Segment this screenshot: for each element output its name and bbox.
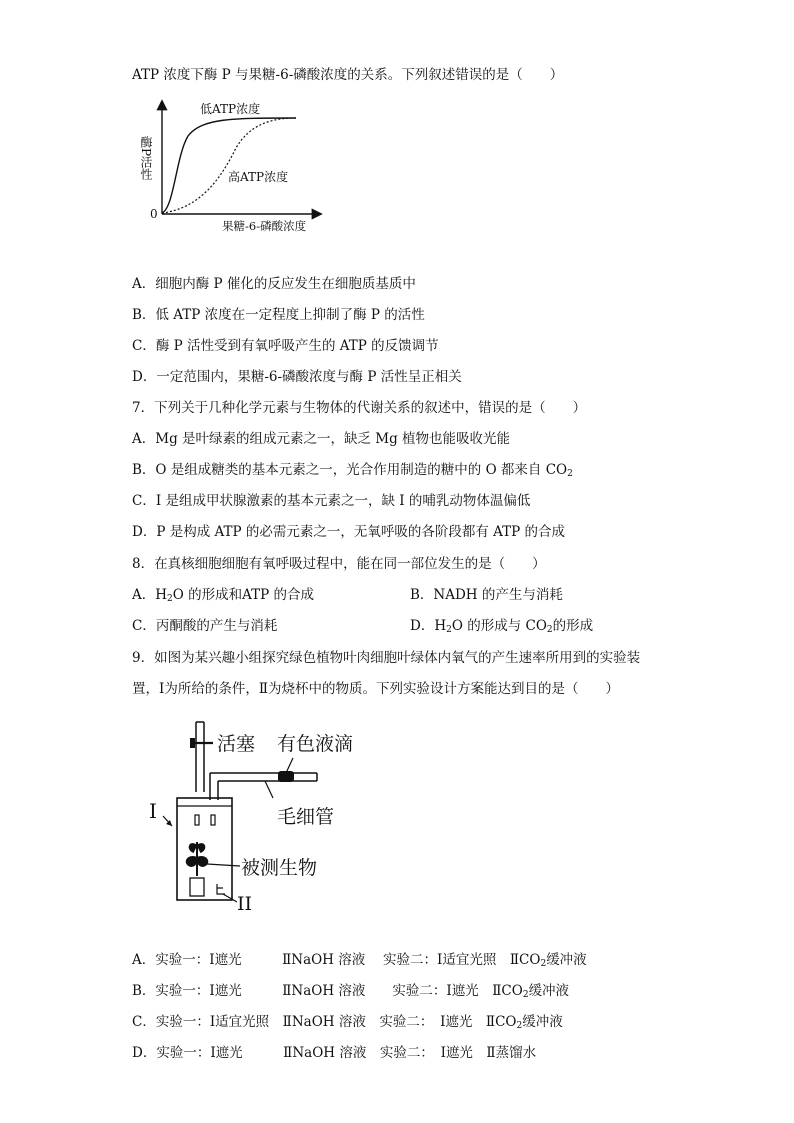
q9-option-c <box>132 1013 563 1035</box>
y-axis-label: 酶P活性 <box>139 136 153 181</box>
q7-option-c: C．I 是组成甲状腺激素的基本元素之一，缺 I 的哺乳动物体温偏低 <box>132 493 531 509</box>
q9-option-a-post: 缓冲液 <box>546 952 587 968</box>
q8-option-c: C．丙酮酸的产生与消耗 <box>132 618 278 634</box>
q9-option-a-sub: 2 <box>540 959 547 969</box>
q8-option-a-post: O 的形成和ATP 的合成 <box>172 587 315 603</box>
q9-option-a <box>132 951 587 973</box>
q6-option-b: B．低 ATP 浓度在一定程度上抑制了酶 P 的活性 <box>132 307 425 323</box>
q9-option-c-post: 缓冲液 <box>522 1014 563 1030</box>
condition-label: I <box>149 799 157 823</box>
q9-stem-line1: 9．如图为某兴趣小组探究绿色植物叶肉细胞叶绿体内氧气的产生速率所用到的实验装 <box>132 650 641 666</box>
q6-stem: ATP 浓度下酶 P 与果糖-6-磷酸浓度的关系。下列叙述错误的是（ ） <box>132 67 564 83</box>
capillary-label: 毛细管 <box>277 806 335 828</box>
tube-end-left <box>195 815 199 825</box>
q9-option-b-post: 缓冲液 <box>528 983 570 999</box>
capillary-pointer <box>265 781 273 798</box>
q9-option-d <box>132 1044 536 1062</box>
q9-option-b <box>132 982 569 1004</box>
tube-end-right <box>211 815 215 825</box>
q7-option-a: A．Mg 是叶绿素的组成元素之一，缺乏 Mg 植物也能吸收光能 <box>132 431 511 447</box>
q6-option-d: D．一定范围内，果糖-6-磷酸浓度与酶 P 活性呈正相关 <box>132 369 462 385</box>
q7-option-d: D．P 是构成 ATP 的必需元素之一，无氧呼吸的各阶段都有 ATP 的合成 <box>132 524 566 540</box>
enzyme-activity-graph <box>132 96 332 238</box>
organism-pointer <box>207 864 240 866</box>
q8-option-d <box>410 617 593 639</box>
origin-label: 0 <box>150 207 158 221</box>
q9-option-c-sub: 2 <box>516 1021 523 1031</box>
q8-option-a-sub: 2 <box>167 594 173 604</box>
q9-option-c-pre: C．实验一：Ⅰ适宜光照 ⅡNaOH 溶液 实验二： Ⅰ遮光 ⅡCO <box>132 1014 517 1030</box>
curve-high-atp <box>162 118 296 213</box>
q9-option-b-pre: B．实验一：Ⅰ遮光 ⅡNaOH 溶液 实验二：Ⅰ遮光 ⅡCO <box>132 983 523 999</box>
q8-option-a <box>132 586 314 608</box>
q8-option-d-sub2: 2 <box>546 625 553 635</box>
q9-option-a-pre: A．实验一：Ⅰ遮光 ⅡNaOH 溶液 实验二：Ⅰ适宜光照 ⅡCO <box>132 952 541 968</box>
droplet-label: 有色液滴 <box>277 733 354 755</box>
beaker-icon <box>217 884 225 894</box>
plant-icon <box>187 842 208 876</box>
q8-option-d-sub1: 2 <box>446 625 452 635</box>
q9-option-d-pre: D．实验一：Ⅰ遮光 ⅡNaOH 溶液 实验二： Ⅰ遮光 Ⅱ蒸馏水 <box>132 1045 537 1061</box>
plant-pot <box>190 878 204 896</box>
q7-stem: 7．下列关于几种化学元素与生物体的代谢关系的叙述中，错误的是（ ） <box>132 400 587 416</box>
q9-option-b-sub: 2 <box>522 990 529 1000</box>
q8-option-d-mid: O 的形成与 CO <box>451 618 547 634</box>
q8-option-a-pre: A．H <box>132 587 168 603</box>
x-axis-label: 果糖-6-磷酸浓度 <box>222 219 307 233</box>
experiment-apparatus <box>145 718 370 914</box>
curve-low-label: 低ATP浓度 <box>200 102 261 116</box>
q6-option-a: A．细胞内酶 P 催化的反应发生在细胞质基质中 <box>132 276 416 292</box>
curve-high-label: 高ATP浓度 <box>228 170 289 184</box>
piston-label: 活塞 <box>217 733 256 755</box>
droplet-pointer <box>286 758 293 773</box>
q8-stem: 8．在真核细胞细胞有氧呼吸过程中，能在同一部位发生的是（ ） <box>132 556 546 572</box>
q8-option-b: B．NADH 的产生与消耗 <box>410 587 563 603</box>
organism-label: 被测生物 <box>241 857 318 879</box>
q8-option-d-pre: D．H <box>410 618 447 634</box>
q9-stem-line2: 置，Ⅰ为所给的条件，Ⅱ为烧杯中的物质。下列实验设计方案能达到目的是（ ） <box>132 681 620 697</box>
q6-option-c: C．酶 P 活性受到有氧呼吸产生的 ATP 的反馈调节 <box>132 338 439 354</box>
q7-option-b-sub: 2 <box>567 469 573 479</box>
q8-option-d-post: 的形成 <box>552 618 594 634</box>
q7-option-b <box>132 461 573 483</box>
substance-label: II <box>237 893 253 914</box>
curve-low-atp <box>162 118 296 213</box>
q7-option-b-text: B．O 是组成糖类的基本元素之一，光合作用制造的糖中的 O 都来自 CO <box>132 462 568 478</box>
